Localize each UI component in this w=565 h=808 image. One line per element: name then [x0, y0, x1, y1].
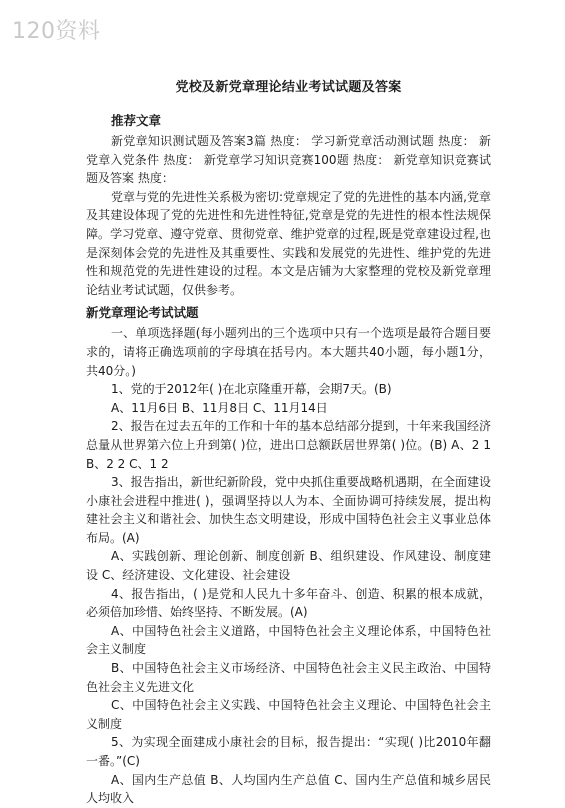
section-heading-exam: 新党章理论考试试题 [86, 305, 199, 321]
answer-options: A、实践创新、理论创新、制度创新 B、组织建设、作风建设、制度建设 C、经济建设、文化建设、社会建设 [86, 549, 491, 583]
answer-option: C、中国特色社会主义实践、中国特色社会主义理论、中国特色社会主义制度 [86, 698, 491, 731]
recommended-articles-links: 新党章知识测试题及答案3篇 热度： 学习新党章活动测试题 热度： 新党章入党条件 热度： 新党章学习知识竞赛100题 热度： 新党章知识竞赛试题及答案 热度： [86, 134, 491, 186]
section-heading-recommended: 推荐文章 [111, 113, 162, 128]
page-title: 党校及新党章理论结业考试试题及答案 [175, 80, 402, 95]
question-item: 4、报告指出，( )是党和人民九十多年奋斗、创造、积累的根本成就，必须倍加珍惜、始终坚持、不断发展。(A) [86, 586, 491, 620]
question-item: 2、报告在过去五年的工作和十年的基本总结部分提到，十年来我国经济总量从世界第六位上升到第( )位，进出口总额跃居世界第( )位。(B) A、2 1 B、2 2 C、1 2 [86, 419, 491, 471]
answer-option: A、中国特色社会主义道路，中国特色社会主义理论体系，中国特色社会主义制度 [86, 623, 491, 657]
answer-options: A、11月6日 B、11月8日 C、11月14日 [111, 400, 328, 415]
question-item: 1、党的于2012年( )在北京隆重开幕，会期7天。(B) [111, 382, 392, 397]
document-page [86, 76, 491, 808]
question-item: 5、为实现全面建成小康社会的目标，报告提出：“实现( )比2010年翻一番。”(C) [86, 735, 491, 768]
answer-option: B、中国特色社会主义市场经济、中国特色社会主义民主政治、中国特色社会主义先进文化 [86, 661, 491, 694]
answer-options: A、国内生产总值 B、人均国内生产总值 C、国内生产总值和城乡居民人均收入 [86, 772, 491, 806]
instructions-paragraph: 一、单项选择题(每小题列出的三个选项中只有一个选项是最符合题目要求的，请将正确选项前的字母填在括号内。本大题共40小题，每小题1分，共40分。) [86, 326, 491, 378]
question-item: 3、报告指出，新世纪新阶段，党中央抓住重要战略机遇期，在全面建设小康社会进程中推进( )，强调坚持以人为本、全面协调可持续发展，提出构建社会主义和谐社会、加快生态文明建设，形成中国特色社会主义事业总体布局。(A) [86, 475, 491, 545]
intro-paragraph: 党章与党的先进性关系极为密切:党章规定了党的先进性的基本内涵,党章及其建设体现了党的先进性和先进性特征,党章是党的先进性的根本性法规保障。学习党章、遵守党章、贯彻党章、维护党章的过程,既是党章建设过程,也是深刻体会党的先进性及其重要性、实践和发展党的先进性、维护党的先进性和规范党的先进性建设的过程。本文是店铺为大家整理的党校及新党章理论结业考试试题，仅供参考。 [86, 189, 491, 297]
watermark-logo: 120资料 [12, 19, 101, 44]
